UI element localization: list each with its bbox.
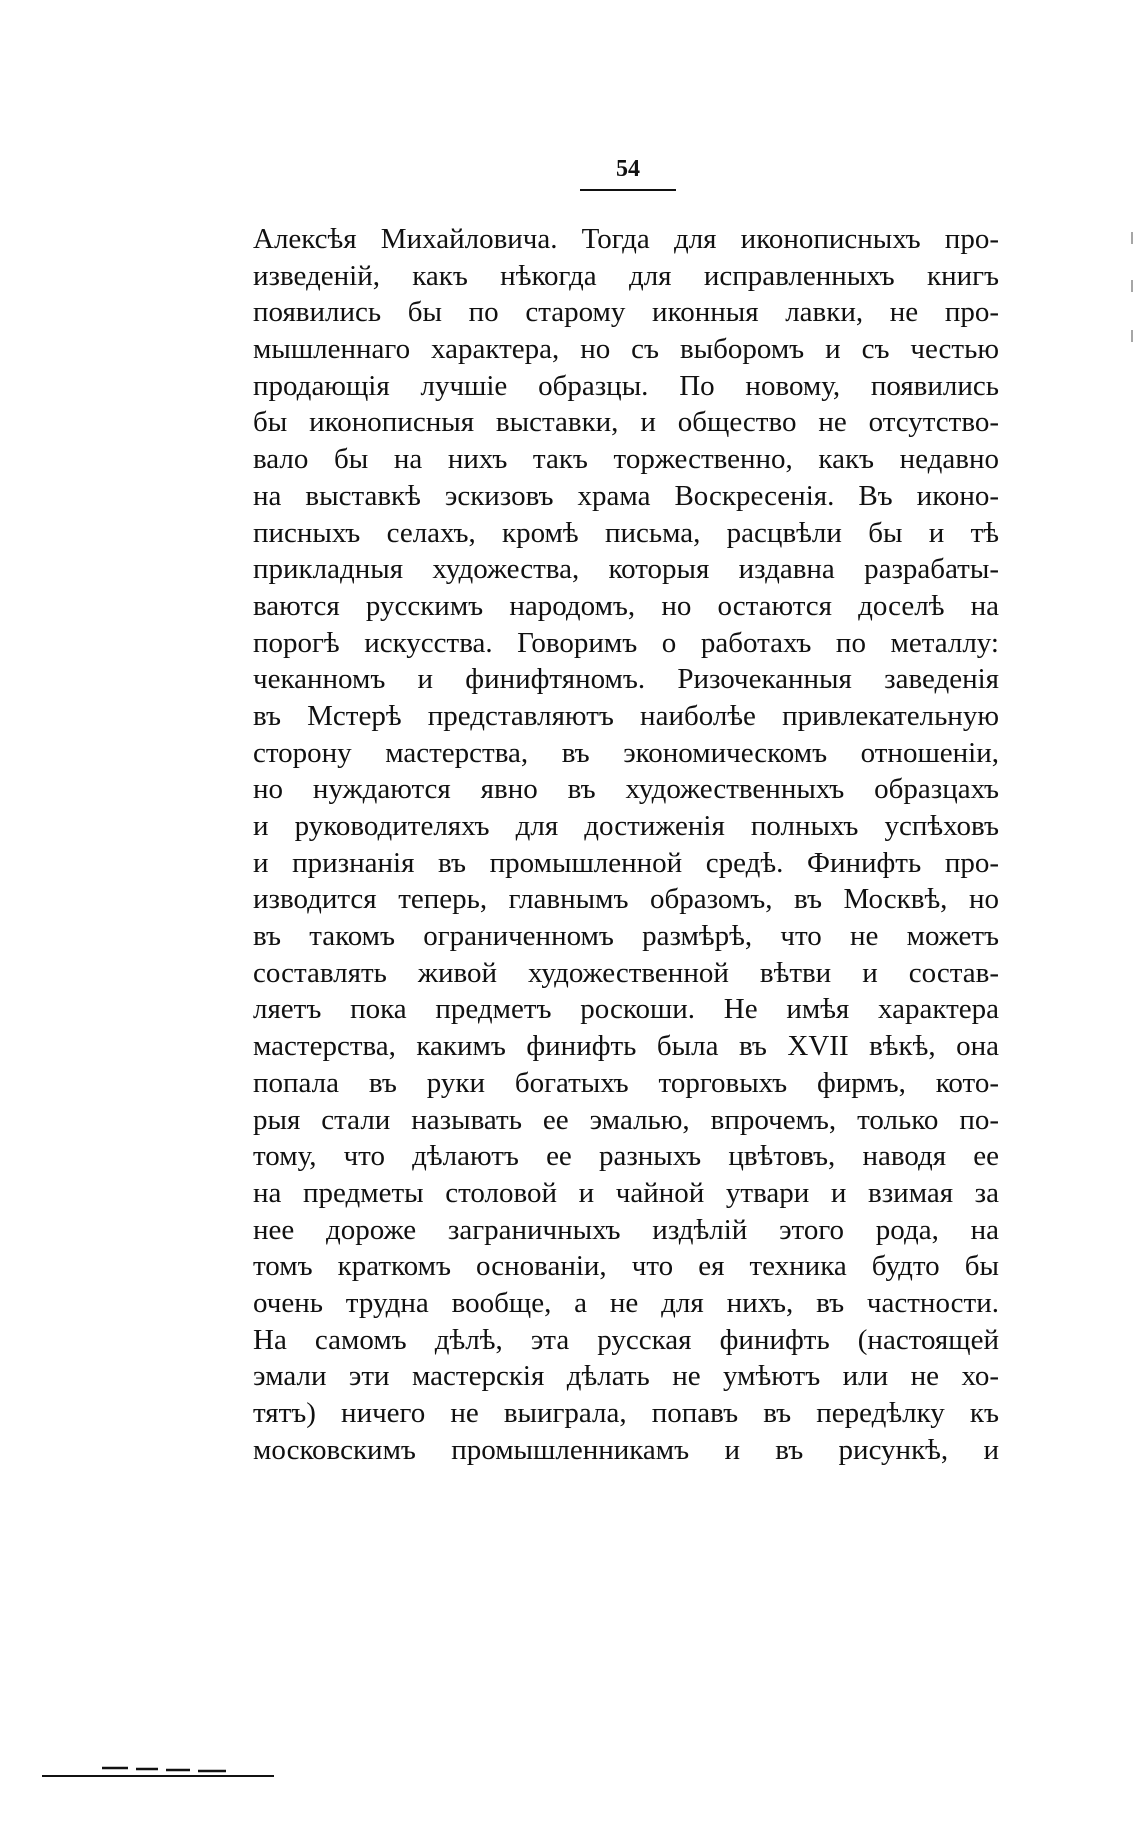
text-line: На самомъ дѣлѣ, эта русская финифть (настоящей — [253, 1323, 999, 1356]
text-line: чеканномъ и финифтяномъ. Ризочеканныя заведенія — [253, 663, 999, 696]
text-line: на предметы столовой и чайной утвари и взимая за — [253, 1176, 999, 1209]
page-number-rule — [580, 189, 676, 191]
text-line: порогѣ искусства. Говоримъ о работахъ по металлу: — [253, 626, 999, 659]
text-line: изведеній, какъ нѣкогда для исправленныхъ книгъ — [253, 259, 999, 292]
text-line: Алексѣя Михайловича. Тогда для иконописныхъ про- — [253, 223, 999, 255]
body-text — [253, 221, 999, 1468]
text-line: прикладныя художества, которыя издавна разрабаты- — [253, 553, 999, 586]
text-line: попала въ руки богатыхъ торговыхъ фирмъ, кото- — [253, 1066, 999, 1099]
text-line: мастерства, какимъ финифть была въ XVII вѣкѣ, она — [253, 1030, 999, 1063]
text-line: въ такомъ ограниченномъ размѣрѣ, что не можетъ — [253, 920, 999, 953]
text-line: бы иконописныя выставки, и общество не отсутство- — [253, 406, 999, 439]
text-line: московскимъ промышленникамъ и въ рисункѣ, и — [253, 1433, 999, 1466]
text-line: продающія лучшіе образцы. По новому, появились — [253, 369, 999, 402]
text-line: писныхъ селахъ, кромѣ письма, расцвѣли бы и тѣ — [253, 516, 999, 549]
text-line: ляетъ пока предметъ роскоши. Не имѣя характера — [253, 993, 999, 1026]
text-line: ваются русскимъ народомъ, но остаются доселѣ на — [253, 589, 999, 622]
text-line: сторону мастерства, въ экономическомъ отношеніи, — [253, 736, 999, 769]
text-line: появились бы по старому иконныя лавки, не про- — [253, 296, 999, 329]
text-line: но нуждаются явно въ художественныхъ образцахъ — [253, 773, 999, 806]
margin-scan-marks — [1128, 230, 1136, 360]
text-line: томъ краткомъ основаніи, что ея техника будто бы — [253, 1250, 999, 1283]
text-line: тому, что дѣлаютъ ее разныхъ цвѣтовъ, наводя ее — [253, 1140, 999, 1173]
text-line: тятъ) ничего не выиграла, попавъ въ передѣлку къ — [253, 1397, 999, 1429]
text-line: изводится теперь, главнымъ образомъ, въ Москвѣ, но — [253, 883, 999, 916]
text-line: и признанія въ промышленной средѣ. Финифть про- — [253, 846, 999, 879]
page-number: 54 — [616, 156, 640, 182]
text-line: составлять живой художественной вѣтви и состав- — [253, 956, 999, 989]
text-line: вало бы на нихъ такъ торжественно, какъ недавно — [253, 443, 999, 476]
text-line: и руководителяхъ для достиженія полныхъ успѣховъ — [253, 810, 999, 842]
footer-rule-mark — [40, 1765, 276, 1779]
text-line: рыя стали называть ее эмалью, впрочемъ, только по- — [253, 1103, 999, 1136]
text-line: въ Мстерѣ представляютъ наиболѣе привлекательную — [253, 699, 999, 732]
text-line: эмали эти мастерскія дѣлать не умѣютъ или не хо- — [253, 1360, 999, 1393]
text-line: нее дороже заграничныхъ издѣлій этого рода, на — [253, 1213, 999, 1246]
text-line: мышленнаго характера, но съ выборомъ и съ честью — [253, 333, 999, 366]
text-line: на выставкѣ эскизовъ храма Воскресенія. Въ иконо- — [253, 479, 999, 512]
text-line: очень трудна вообще, а не для нихъ, въ частности. — [253, 1286, 999, 1319]
